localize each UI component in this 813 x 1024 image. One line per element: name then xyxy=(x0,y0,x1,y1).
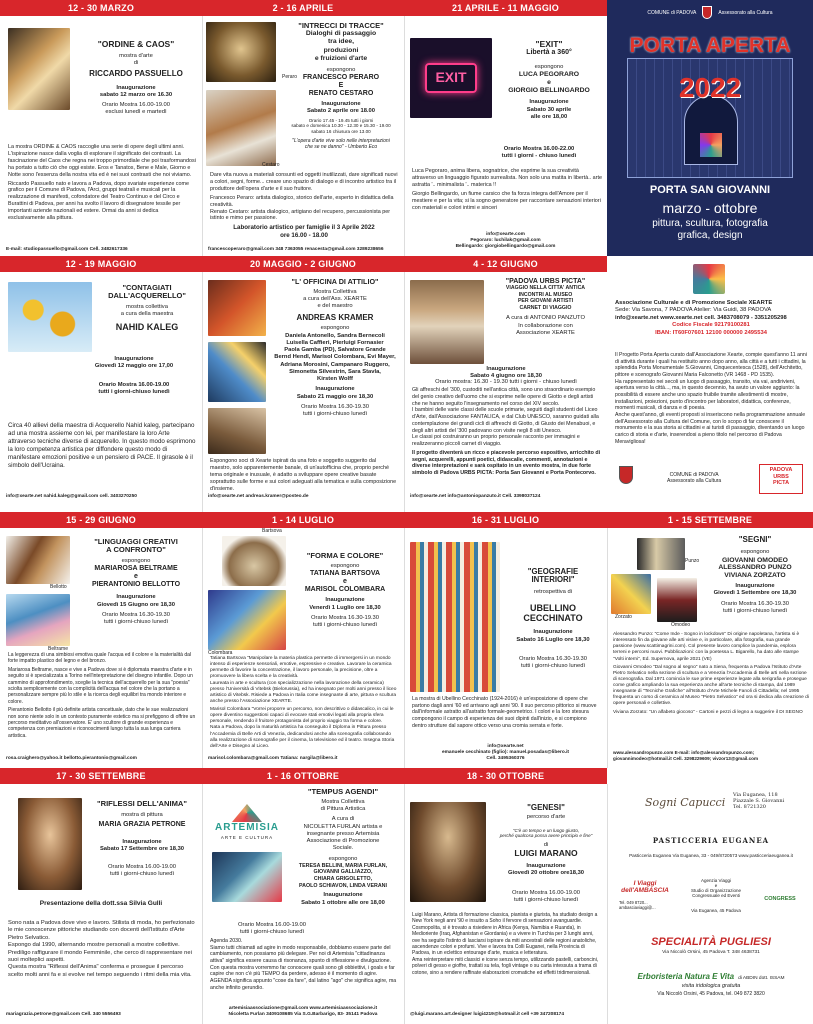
exhibit-intrecci-tracce xyxy=(202,16,404,256)
exhibit-forma-colore xyxy=(202,528,404,768)
contact-email: info@xearte.com xyxy=(486,231,525,237)
opening-hours: Orario Mostra 16.30-19.30 tutti i giorni-chiuso lunedì xyxy=(301,403,369,418)
artwork-omodeo-image xyxy=(657,578,697,622)
inauguration: Inaugurazione Giovedì 15 Giugno ore 18,30 xyxy=(97,594,175,608)
tax-code: Codice Fiscale 92179100281 xyxy=(672,322,750,329)
description: Luca Pegoraro, anima libera, sognatrice, che esprime la sua creatività attraverso un linguaggio figurato surrealista. Non solo una matita in libertà.. arte astratta '.. minimalista '.. materica !! xyxy=(412,168,602,188)
band-row2-p1: 12 - 19 MAGGIO xyxy=(0,256,202,272)
quote: "C'è un tempo e un luogo giusto, perché qualcosa possa avere principio e fine" xyxy=(499,827,593,839)
cover-place: PORTA SAN GIOVANNI xyxy=(649,184,771,196)
artist-names: GIOVANNI OMODEO ALESSANDRO PUNZO VIVIANA ZORZATO xyxy=(718,556,792,580)
opening-hours: Orario Mostra 16.00-19.00 esclusi lunedì e martedì xyxy=(102,102,170,116)
inauguration: Inaugurazione Venerdì 1 Luglio ore 18,30 xyxy=(309,597,381,611)
curator: A cura di NICOLETTA FURLAN artista e insegnante presso Artemisia Associazione di Promozione Sociale. xyxy=(303,816,383,852)
erbo-logo: Erboristeria Natura E Vita xyxy=(637,972,735,981)
exhibit-type: retrospettiva di xyxy=(533,589,573,596)
description: Espongono soci di Xearte ispirati da una foto e soggetto suggerito dal maestro, solo apparentemente banale, di un'autofficina che, proprio perché tema originale e inusuale, è adatto a sviluppare opere creative basate soprattutto sulle forme e sui colori adeguati alla tematica e sulla composizione d'insieme. xyxy=(210,458,397,492)
artwork-cestaro-image xyxy=(206,90,276,166)
band-row1-p3: 21 APRILE - 11 MAGGIO xyxy=(404,0,607,16)
sponsor-pasticceria xyxy=(615,836,807,876)
exhibit-type: mostra d'arte xyxy=(119,52,153,59)
inauguration: Inaugurazione sabato 12 marzo ore 16.30 xyxy=(99,84,173,98)
description: Agenda 2030. Siamo tutti chiamati ad agire in modo responsabile, dobbiamo essere parte del cambiamento, non possiamo più delegare. Per noi di Artemisia "cittadinanza attiva" significa essere causa di risonanza, spunto di riflessione e divulgazione. Con questa mostra vorremmo far conoscere quali sono gli obbiettivi, i goals e far capire che non c'è più TEMPO da perdere, adesso è il momento di agire. AGENDA significa appunto "cose da fare", dal latino "ago" che significa agire, ma anche infinito gerundio. xyxy=(210,938,397,991)
opening-hours: Orario Mostra 16.30-19.30 tutti i giorni-chiuso lunedì xyxy=(102,611,170,626)
opening-hours: Orario Mostra 16.30-19.30 tutti i giorni-chiuso lunedì xyxy=(519,655,587,669)
exhibit-espongono: espongono xyxy=(326,66,356,73)
description: La leggerezza di una simbiosi emotiva quale l'acqua ed il colore e la materialità dal forte impatto plastico del legno e del bronzo. xyxy=(8,652,192,665)
exit-sign xyxy=(425,63,476,93)
inauguration: Inaugurazione Giovedì 20 ottobre ore18,30 xyxy=(507,863,585,877)
participant-names: Daniela Antonello, Sandra Bernecoli Luisella Caffieri, Pierluigi Fornasier Paola Gamba (PD), Salvatore Grande Bernd Hendl, Marisol Colombara, Evi Mayer, Adriana Morosini, Campanaro Ruggero, Simonetta Silvestrin, Sara Stavla, Kirsten Wolff xyxy=(274,332,396,383)
specialita-address: Via Niccolò Orsini, 45 Padova T. 348 4638731 xyxy=(662,950,760,955)
exhibit-subtitle: VIAGGIO NELLA CITTA' ANTICA INCONTRI AL MUSEO PER GIOVANI ARTISTI CARNET DI VIAGGIO xyxy=(505,285,586,311)
exhibit-title: "FORMA E COLORE" xyxy=(306,551,384,560)
bio: Francesco Peraro: artista dialogico, storico dell'arte, esperto in didattica della creatività. Renato Cestaro: artista dialogico, artigiano del recupero, percussionista per istinto e mimo per passione. xyxy=(210,194,394,222)
sogni-logo: Sogni Capucci xyxy=(645,796,726,809)
artwork-exit-image xyxy=(410,38,492,118)
viaggi-logo: I Viaggi dell'AMBASCIA xyxy=(621,880,669,894)
artist-name: ANDREAS KRAMER xyxy=(296,313,374,323)
participant-names: TERESA BELLINI, MARIA FURLAN, GIOVANNI GALLIAZZO, CHIARA GRIGOLETTO, PAOLO SCHIAVON, LINDA VERANI xyxy=(298,862,388,889)
erbo-sub: visita iridologica gratuita xyxy=(681,983,741,989)
cover-panel xyxy=(607,0,813,256)
artwork-beltrame-image xyxy=(6,594,70,646)
artwork-marano-image xyxy=(410,802,486,902)
exhibit-espongono: espongono xyxy=(534,63,564,70)
contact-info: www.alessandropunzo.com E-mail: info@alessandropunzo.com; giovannimodeo@hotmail.it Cell. 3298229609; vivzor13@gmail.com xyxy=(613,750,759,762)
sponsor-sogni xyxy=(615,788,807,828)
cover-period: marzo - ottobre xyxy=(662,200,758,216)
bio-bellotto: Pierantonio Bellotto il più definite artista concettuale, dato che le sue realizzazioni non sono niente solo in un contesto puramente estetico ma si prefiggono di offrire un percorso meditativo all'osservatore. E' uno scultore di grande esperienza e competenza con premiazioni e riconoscimenti lungo tutta la sua lunga carriera artistica. xyxy=(8,707,196,739)
contact-info: info@xearte.net info@antoniopanzuto.it Cell. 3398037124 xyxy=(410,493,541,499)
cover-arts: pittura, scultura, fotografia grafica, design xyxy=(652,218,768,241)
artwork-tempus-image xyxy=(212,852,282,902)
caption-colombara: Colombara xyxy=(208,650,233,656)
caption-punzo: Punzo xyxy=(685,558,700,564)
exhibit-espongono: espongono xyxy=(328,855,358,862)
contact-email: info@xearte.net xyxy=(487,743,524,749)
artemisia-logo xyxy=(212,804,282,841)
bio-omodeo: Giovanni Omodeo "Dal sogno al segno" nato a Siena, frequenta a Padova l'Istituto d'Arte Pietro Selvatico nella sezione di scultura e a Venezia l'Accademia di Belle arti nella sezione di scenografia. Dal 1971 comincia le sue prime esperienze legate alla serigrafia e prosegue come grafico ampliando la sua esperienza anche all'arte tecniche di stampa, dal 1989 insegnante di "Tecniche Grafiche" all'Istituto d'Arte Michele Fanoli di Cittadella; nel 1995 frequenta un corso di ceramica al Museo "Pietro Selvatico" ed ora si dedica alla creazione di opere personali e collettive. xyxy=(613,664,809,707)
exhibit-title: "TEMPUS AGENDI" xyxy=(307,787,379,796)
exhibit-title: "L' OFFICINA DI ATTILIO" xyxy=(291,277,379,286)
opening-hours: Orario 17.45 - 19.45 tutti i giorni sabato e domenica 10.30 - 12.30 e 15.30 - 19.00 sabato 16 chiusura ore 13.00 xyxy=(291,117,391,135)
contact-bellingardo: Bellingardo: giorgiobellingardo@gmail.com xyxy=(455,243,556,249)
contact-info: E-mail: studiopassuello@gmail.com Cell. 3482617336 xyxy=(6,246,128,252)
bio-colombara: Marisol Colombara "Vorrei proporre un percorso, non descrittivo o didascalico, in cui le opere diventino suggestioni capaci di evocare stati emotivi legati alla propria sfera personale, rendendo il fruitore protagonista del proprio viaggio tra forma e colore. Nata a Padova, dopo la maturità artistica ha conseguito il Diploma in Pittura presso l'Accademia di Belle Arti di Venezia, dedicandosi anche alla scenografia collaborando alla realizzazione di scenografie per il cinema, la televisione ed il teatro. Insegna Storia dell'Arte e Disegno al Liceo. xyxy=(210,707,395,749)
exhibit-genesi xyxy=(404,784,607,1024)
band-row2-p2: 20 MAGGIO - 2 GIUGNO xyxy=(202,256,404,272)
studio-label: Agenzia Viaggi e Studio di Organizzazione Congressuale ed Eventi xyxy=(690,878,742,898)
band-row1-p2: 2 - 16 APRILE xyxy=(202,0,404,16)
sponsor-specialita xyxy=(615,936,807,966)
artwork-punzo-image xyxy=(637,538,685,570)
bio: Riccardo Passuello nato e lavora a Padova, dopo svariate esperienze come grafico per il Comune di Padova, l'Arci, gruppi teatrali e musicali per la realizzazione di manifesti, cofondatore del Teatro Continuo e del Circo e Burattini di Padova, per anni ha svolto il lavoro di disegnatore tessile per importanti aziende nazionali ed estere. Ormai da anni si dedica esclusivamente alla pittura. xyxy=(8,180,189,222)
inauguration: Inaugurazione Sabato 16 Luglio ore 18,30 xyxy=(516,629,590,643)
quote: "L'opera d'arte vive solo nelle interpretazioni che se ne danno" - Umberto Eco xyxy=(292,137,390,151)
inauguration: Inaugurazione Sabato 21 maggio ore 18,30 xyxy=(296,386,374,400)
opening-hours: Orario mostra: 16.30 - 19.30 tutti i giorni - chiuso lunedì xyxy=(435,379,577,385)
workshop-info: Laboratorio artistico per famiglie il 3 Aprile 2022 ore 16.00 - 18.00 xyxy=(233,224,375,240)
specialita-logo: SPECIALITÀ PUGLIESI xyxy=(651,936,771,948)
project-description: Il Progetto Porta Aperta curato dall'Associazione Xearte, compie quest'anno 11 anni di attività durante i quali ha restituito anno dopo anno, alla città e a tutti i cittadini, la splendida Porta Monumentale S.Giovanni, Cinquecentesca (1528), dell'Architetto, pittore e scenografo Giovanni Maria Falconetto (VR 1468 - PD 1535). Ha rappresentato nei secoli un luogo di passaggio, transito, via vai, andirivieni, apertura verso la città..., ma, in questo decennio, ha avuto un valore aggiunto: la possibilità di essere anche uno spazio fruibile tramite allestimenti di mostre, installazioni, proiezioni, punto d'incontro per laboratori, didattica, conferenze, momenti musicali, di danza e di poesia. Anche quest'anno, gli eventi proposti si inseriscono nella programmazione annuale dell'Assessorato alla Cultura del Comune, con lo scopo di far conoscere il monumento e la sua storia ai cittadini e ai turisti di passaggio, diventando un luogo carico di storia e d'arte, inserendosi a pieno titolo nel percorso di Padova Meravigliosa! xyxy=(615,352,807,445)
sogni-address: Via Euganea, 118 Piazzale S. Giovanni Tel. 8721320 xyxy=(733,792,785,810)
viaggi-contact: Tel. 049 8720... ambasciaviaggi@... xyxy=(619,900,656,910)
artist-name: LUIGI MARANO xyxy=(514,848,578,859)
cover-title: PORTA APERTA xyxy=(629,34,791,57)
exhibit-title: "SEGNI" xyxy=(738,535,772,544)
opening-hours: Orario Mostra 16.00-22.00 tutti i giorni - chiuso lunedì xyxy=(501,146,577,160)
xearte-logo-icon xyxy=(693,264,725,294)
band-row2-p3: 4 - 12 GIUGNO xyxy=(404,256,607,272)
exhibit-title: "ORDINE & CAOS" xyxy=(97,39,175,49)
opening-hours: Orario Mostra 16.00-19.00 tutti i giorni-chiuso lunedì xyxy=(238,922,306,936)
artist-names: TATIANA BARTSOVA e MARISOL COLOMBARA xyxy=(304,570,386,594)
sponsor-erboristeria xyxy=(615,972,807,1020)
exhibit-riflessi-anima xyxy=(0,784,202,1024)
band-row4-p2: 1 - 16 OTTOBRE xyxy=(202,768,404,784)
contact-info: info@xearte.net andreas.kramer@posteo.de xyxy=(208,493,309,499)
contact-info: artemisiaassociazione@gmail.com www.artemisiaassociazione.it Nicoletta Furlan 3409108685 Via S.G.Barbarigo, 83- 35141 Padova xyxy=(228,1005,378,1017)
artemisia-name: ARTEMISIA xyxy=(215,822,279,833)
bio-bartsova: Tatiana Bartsova "Manipolare la materia plastica permette di immergersi in un mondo intenso di esperienze sensoriali, emotive, espressive e creative. Lavorare la ceramica permette di favorire la concentrazione, il lavoro personale, la precisione, oltre a promuovere la libera scelta e la creatività. Laureata in arte e scultura (con specializzazione nella lavorazione della ceramica) presso l'Università di Vitebsk (Bielorussia), ed ha insegnato per molti anni presso il liceo artistico di Vitebsk. Risiede a Padova in Italia come insegnante di arte, pittura e scultura anche presso l'Associazione XEARTE. xyxy=(210,656,397,704)
exhibit-title: "GENESI" xyxy=(527,803,565,812)
opening-hours: Orario Mostra 16.00-19.00 tutti i giorni-chiuso lunedì xyxy=(98,382,170,396)
inauguration: Inaugurazione Sabato 30 aprile alle ore 18,00 xyxy=(526,99,572,120)
crest-icon xyxy=(702,6,712,19)
band-row3-p2: 1 - 14 LUGLIO xyxy=(202,512,404,528)
exit-text: EXIT xyxy=(435,69,467,86)
caption-bartsova: Bartsova xyxy=(262,528,282,534)
inauguration: Inaugurazione Sabato 17 Settembre ore 18,30 xyxy=(99,839,185,853)
caption-beltrame: Beltrame xyxy=(48,646,69,652)
exhibit-espongono: espongono xyxy=(330,562,360,569)
exhibit-exit xyxy=(404,16,607,256)
inauguration: Inaugurazione Giovedì 1 Settembre ore 18,30 xyxy=(713,583,797,597)
bio-punzo: Alessandro Punzo: "Come Inde - Sogno in lockdown" Di origine napoletana, l'artista si è interessato fin da giovane alle arti visive e, in particolare, alla fotografia, sua grande passione (www.scattimagrini.com). Col presente lavoro complice la pandemia, esplora terreni e percorsi nuovi. Pubblicazioni: con la poetessa L. Bigarello, ha dato alle stampe "Volti interni", Ed. Supernova, aprile 2021 (VE) xyxy=(613,632,800,662)
association-name: Associazione Culturale e di Promozione Sociale XEARTE xyxy=(615,300,773,306)
exhibit-type: mostra collettiva a cura della maestra xyxy=(120,303,174,317)
artist-names: FRANCESCO PERARO E RENATO CESTARO xyxy=(302,74,380,98)
exhibit-segni xyxy=(607,528,813,768)
exhibit-type: Mostra Collettiva di Pittura Artistica xyxy=(320,798,366,813)
exhibit-padova-urbs-picta xyxy=(404,272,607,512)
artist-name: NAHID KALEG xyxy=(115,322,179,333)
inauguration: Inaugurazione Sabato 4 giugno ore 18,30 xyxy=(470,366,542,380)
contact-pegoraro: Pegoraro: luchilak@gmail.com xyxy=(470,237,541,243)
contact-info: info@xearte.net nahid.kaleg@gmail.com cell. 3403270250 xyxy=(6,493,137,499)
comune-label: COMUNE di PADOVA xyxy=(647,9,697,16)
artwork-peraro-image xyxy=(206,22,276,82)
contact-info xyxy=(410,232,601,250)
comune-header xyxy=(607,6,813,19)
caption-zorzato: Zorzato xyxy=(615,614,632,620)
artist-name: MARIA GRAZIA PETRONE xyxy=(98,821,186,829)
presentation: Presentazione della dott.ssa Silvia Gulli xyxy=(39,900,163,907)
exhibit-title: "EXIT" xyxy=(535,39,563,49)
pasticceria-logo: PASTICCERIA EUGANEA xyxy=(652,836,770,845)
assessorato-label: Assessorato alla Cultura xyxy=(718,9,773,16)
opening-hours: Orario Mostra 16.00-19.00 tutti i giorni-chiuso lunedì xyxy=(512,889,580,903)
artwork-officina-image-2 xyxy=(208,342,266,402)
curator: A cura di ANTONIO PANZUTO In collaborazione con Associazione XEARTE xyxy=(506,315,585,336)
exhibit-title: "RIFLESSI DELL'ANIMA" xyxy=(96,799,187,808)
exhibit-espongono: espongono xyxy=(121,557,151,564)
exhibit-by: di xyxy=(543,842,549,849)
exhibit-ordine-caos xyxy=(0,16,202,256)
pasticceria-address: Pasticceria Euganea Via Euganea, 33 - 049/8720573 www.pasticceriaeuganea.it xyxy=(629,853,793,858)
contact-info xyxy=(410,744,601,762)
contact-info: francescoperaro@gmail.com 348 7363055 renacesta@gmail.com 3289238656 xyxy=(208,246,384,252)
artwork-petrone-image xyxy=(18,798,82,890)
exhibit-title: "GEOGRAFIE INTERIORI" xyxy=(527,567,579,585)
exhibit-geografie-interiori xyxy=(404,528,607,768)
description: Gli affreschi del '300, custoditi nell'antica città, sono uno straordinario esempio del genio creativo dell'uomo che si esprime nelle opere di Giotto e degli artisti che ne hanno seguito l'insegnamento nel corso del XIV secolo. I bambini delle varie classi delle scuole primarie, seguiti dagli studenti del Liceo d'Arte, dall'Associazione FANTALICA, e dal Club UNESCO, saranno guidati alla contemplazione dei grandi cicli di affreschi di Giotto, di Giusto dei Menabuoi, e degli altri artisti del '300 padovano con visite negli 8 siti Unesco. Le classi poi costruiranno un proprio personale racconto per immagini e realizzeranno piccoli carnet di viaggio. xyxy=(412,387,599,448)
contact-info: rosa.craighero@yahoo.it bellotto.pierantonio@gmail.com xyxy=(6,755,137,761)
artwork-officina-image-3 xyxy=(208,408,266,454)
bio-zorzato: Viviana Zorzato: "Un alfabeto giocoso" - Cartoni e pezzi di legno a suggerire il DI SEGNO xyxy=(613,709,803,715)
inauguration: Inaugurazione Giovedì 12 maggio ore 17,00 xyxy=(94,356,174,370)
exhibit-title: "PADOVA URBS PICTA" xyxy=(505,278,586,285)
band-row3-p1: 15 - 29 GIUGNO xyxy=(0,512,202,528)
congress-logo: CONGRESS xyxy=(764,896,796,902)
caption-peraro: Peraro xyxy=(282,74,298,80)
contact-info: marisol.colombara@gmail.com Tatiana: nargila@libero.it xyxy=(208,755,338,761)
project-note: Il progetto diventerà un ricco e piacevole percorso espositivo, arricchito di segni, acquerelli, appunti poetici, didascalie, commenti, annotazioni e diverse interpretazioni e sarà ospitato in un evento mostra, in due forte simbolo di Padova URBS PICTA: Porta San Giovanni e Porta Pontecorvo. xyxy=(412,449,601,477)
comune-logo xyxy=(619,466,633,484)
description: Sono nata a Padova dove vivo e lavoro. Stilista di moda, ho perfezionato le mie conoscenze pittoriche studiando con docenti dell'Istituto d'Arte Pietro Selvatico. Espongo dal 1990, alternando mostre personali a mostre collettive. Prediligo raffigurare il mondo Femminile, che cerco di rappresentare nei suoi molteplici aspetti. Questa mostra "Riflessi dell'Anima" conferma e prosegue il percorso scelto molti anni fa e si evolve nel tempo seguendo i ritmi della mia vita. xyxy=(8,920,195,978)
artwork-zorzato-image xyxy=(611,574,651,614)
exhibit-contagiati-acquerello xyxy=(0,272,202,512)
exhibit-subtitle: Libertà a 360° xyxy=(526,48,572,56)
association-xearte-panel xyxy=(607,256,813,512)
contact-phone: Cell. 3495360376 xyxy=(486,755,525,761)
contact-info: mariagrazia.petrone@gmail.com Cell. 340 5556493 xyxy=(6,1011,121,1017)
erbo-dott: di ABDIN dott. ISSAM xyxy=(738,976,785,981)
crest-icon xyxy=(619,466,633,484)
artwork-bartsova-image xyxy=(222,536,286,586)
band-row3-p4: 1 - 15 SETTEMBRE xyxy=(607,512,813,528)
band-row4-p1: 17 - 30 SETTEMBRE xyxy=(0,768,202,784)
association-address: Sede: Via Savona, 7 PADOVA Atelier: Via Guidi, 38 PADOVA xyxy=(615,307,772,314)
inauguration: Inaugurazione Sabato 1 ottobre alle ore 18,00 xyxy=(301,892,385,906)
inauguration: Inaugurazione Sabato 2 aprile ore 18.00 xyxy=(307,101,375,115)
exhibit-title: "CONTAGIATI DALL'ACQUERELLO" xyxy=(108,283,186,300)
description: Circa 40 allievi della maestra di Acquerello Nahid kaleg, partecipano ad una mostra assieme con lei, per manifestare la loro Arte attraverso tecniche diverse di acquerello. In questo modo esprimono la loro competenza artistica per diffondere questo modo di manifestare emozioni positive e un pensiero di PACE. Il girasole è il simbolo dell'Ucraina. xyxy=(8,422,196,469)
exhibit-linguaggi-creativi xyxy=(0,528,202,768)
exhibit-officina-attilio xyxy=(202,272,404,512)
bio-beltrame: Mariarosa Beltrame, nasce e vive a Padova dove si è diplomata maestra d'arte e in seguito si è specializzata a Torino nell'interpretazione del disegno infantile. Dopo un cammino di approfondimento, sceglie la tecnica dell'acquerello per la sua "poesia" sciolta semplicemente con la complicità dell'acqua nel colore che la portano a personalizzare sempre più lo stile e la ricerca degli equilibri tra mondo interiore e colore. xyxy=(8,666,193,705)
artist-name: RICCARDO PASSUELLO xyxy=(89,69,183,79)
artemisia-sub: ARTE E CULTURA xyxy=(220,834,274,840)
opening-hours: Orario Mostra 16.30-19.30 tutti i giorni-chiuso lunedì xyxy=(311,614,379,629)
exhibit-title: "INTRECCI DI TRACCE" xyxy=(298,21,384,30)
iban: IBAN: IT60F07601 12100 000000 2495534 xyxy=(655,329,767,336)
description: La mostra ORDINE & CAOS raccoglie una serie di opere degli ultimi anni. L'ispirazione nasce dalla voglia di esplorare il significato dei contrasti. La fascinazione del Caos che regna nei troppo primordiale che poi trasformandosi ha portato a tutto ciò che oggi esiste. Eros e Tanatos, Bene e Male, Giorno e Notte sono l'essenza della nostra vita ed è nei suoi contrasti che noi viviamo. xyxy=(8,144,196,178)
band-row4-p3: 18 - 30 OTTOBRE xyxy=(404,768,607,784)
artwork-colombara-image xyxy=(208,590,286,650)
exhibit-by: di xyxy=(133,60,139,67)
band-row1-p1: 12 - 30 MARZO xyxy=(0,0,202,16)
association-web: info@xearte.net www.xearte.net cell. 3483708079 - 3351205298 xyxy=(615,314,787,321)
comune-label: COMUNE di PADOVA Assessorato alla Cultura xyxy=(667,472,722,485)
description: La mostra di Ubellino Cecchinato (1924-2016) è un'esposizione di opere che partono dagli anni '60 ed arrivano agli anni '90. Il suo percorso pittorico si muove dall'informale astratto all'astratto formale-geometrico. I colori e la loro stesura compongono il campo di esperienza dei suoi dipinti dall'inizio, e si compiono dentro strutture dal sapore ottico verso una cromia serrata e forte. xyxy=(412,696,597,729)
band-row3-p3: 16 - 31 LUGLIO xyxy=(404,512,607,528)
exhibit-subtitle: Dialoghi di passaggio tra idee, produzioni e fruizioni d'arte xyxy=(305,29,377,63)
erbo-address: Via Niccolò Orsini, 45 Padova, tel. 049 872 3820 xyxy=(657,991,765,997)
bio: Giorgio Bellingardo, un fiume carsico che fa forza integra dell'Amore per il mestiere e per la vita; si la sogno generatore per raccontare sensazioni interiori con materiali e colori intimi e sinceri xyxy=(412,190,601,211)
artwork-bellotto-image xyxy=(6,536,70,584)
exhibit-type: mostra di pittura xyxy=(121,811,163,818)
artist-name: UBELLINO CECCHINATO xyxy=(523,602,583,623)
description: Luigi Marano, Artista di formazione classica, pianista e giurista, ha studiato design a New York negli anni '90 e insuito a Soho il fervore di sensazioni avanguardie. Cosmopolita, si è trovato a risiedere in Africa (Kenya, Namibia e Ruanda), in Medioriente (Iraq, Afghanistan e Giordania) e a vivere in Turchia per 3 lunghi anni, ove ha seguito l'istinto di lasciarsi ispirare da miti ancestrali delle regioni anatoliche, ascendenze colori e profumi. Vive e lavora tra Colli Euganei, nella Provincia di Padova, in un eclettico entourage d'arte, musica e letteratura. Ama reinterpretare miti classici e icone senza tempo, utilizzando pastelli, carboncini, polveri di gesso e gioffre, trattati su tela, fogli vintage o su carta intessuta a trama di cotone, sino a rendere raffinate elaborazioni cromatiche ed effetti tridimensionali. xyxy=(412,912,599,976)
sponsor-viaggi xyxy=(615,876,807,932)
urbs-picta-badge: PADOVA URBS PICTA xyxy=(759,464,803,494)
cover-year: 2022 xyxy=(678,72,742,103)
exhibit-espongono: espongono xyxy=(320,325,350,332)
exhibit-type: percorso d'arte xyxy=(526,814,566,821)
opening-hours: Orario Mostra 16.30-19.30 tutti i giorni-chiuso lunedì xyxy=(721,600,789,614)
studio-address: Via Euganea, 45 Padova xyxy=(691,908,741,913)
caption-omodeo: Omodeo xyxy=(671,622,691,628)
exhibit-type: Mostra Collettiva a cura dell'Ass. XEARTE e del maestro xyxy=(303,288,367,310)
exhibit-title: "LINGUAGGI CREATIVI A CONFRONTO" xyxy=(94,537,178,554)
artwork-sunflowers-image xyxy=(8,282,92,352)
opening-hours: Orario Mostra 16.00-19.00 tutti i giorni-chiuso lunedì xyxy=(108,863,176,877)
description: Dare vita nuova a materiali consunti ed oggetti inutilizzati, dare significati nuovi a colori, segni, forme... creare uno spazio di dialogo e di incontro artistico tra il produttore dell'opera d'arte e il suo fruitore. xyxy=(210,172,398,192)
artwork-fresco-image xyxy=(410,280,484,364)
caption-cestaro: Cestaro xyxy=(262,162,280,168)
artwork-passuello-image xyxy=(8,28,70,110)
artist-names: LUCA PEGORARO e GIORGIO BELLINGARDO xyxy=(508,70,590,94)
contact-info: @luigi.marano.art.designer luigi4219@hotmail.it cell +39 347208174 xyxy=(410,1011,564,1017)
contact-family: emanuele cecchinato (figlio): manuel.posadas@libero.it xyxy=(441,749,570,755)
artist-names: MARIAROSA BELTRAME e PIERANTONIO BELLOTTO xyxy=(91,565,181,589)
caption-bellotto: Bellotto xyxy=(50,584,67,590)
exhibit-espongono: espongono xyxy=(740,549,770,556)
artwork-cecchinato-image xyxy=(410,542,500,692)
artemisia-icon xyxy=(232,804,262,822)
artwork-officina-image-1 xyxy=(208,280,266,336)
exhibit-tempus-agendi xyxy=(202,784,404,1024)
